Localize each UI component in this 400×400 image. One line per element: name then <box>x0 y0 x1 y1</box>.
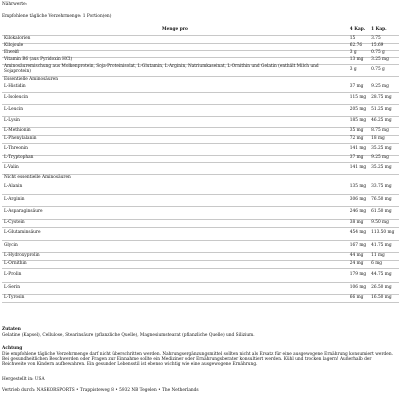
value-4caps: 13 mg <box>348 57 369 64</box>
value-1cap: 33.75 mg <box>369 182 399 194</box>
table-row <box>2 64 399 76</box>
value-1cap: 0.75 g <box>369 50 399 57</box>
nutrient-name: L-Leucin <box>2 104 348 116</box>
value-1cap: 44.75 mg <box>369 268 399 282</box>
nutrient-name: L-Valin <box>2 162 348 174</box>
value-1cap: 3.75 <box>369 35 399 43</box>
warning-text: Die empfohlene tägliche Verzehrmenge darf nicht überschritten werden. Nahrungsergänzungsmittel sollten nicht als Ersatz für eine ausgewogene Ernährung konsumiert werden. Bei gesundheitlichen Beschwerden oder Fragen zur Einnahme sollte ein Mediziner oder Ernährungsberater konsultiert werden. Kühl und trocken lagern! Außerhalb der Reichweite von Kindern aufbewahren. Ein gesunder Lebensstil ist ebenso wichtig wie eine ausgewogene Ernährung. <box>2 352 393 367</box>
serving-text: Empfohlene tägliche Verzehrmenge: 1 Portion(en) <box>2 14 112 19</box>
value-4caps: 3 g <box>348 50 369 57</box>
value-1cap: 0.75 g <box>369 64 399 76</box>
value-1cap: 3.25 mg <box>369 57 399 64</box>
value-1cap: 9.25 mg <box>369 155 399 162</box>
value-1cap: 51.25 mg <box>369 104 399 116</box>
table-row <box>2 282 399 294</box>
nutrient-name: Essentielle Aminosäuren <box>4 76 58 82</box>
table-row <box>2 182 399 194</box>
warning-title: Achtung <box>2 346 23 351</box>
table-header-row <box>2 27 399 35</box>
nutrient-name: L-Alanin <box>2 182 348 194</box>
value-4caps: 115 mg <box>348 92 369 104</box>
table-row <box>2 260 399 268</box>
value-1cap: 11 mg <box>369 252 399 260</box>
value-4caps: 38 mg <box>348 219 369 227</box>
table-row <box>2 294 399 302</box>
table-row <box>2 194 399 206</box>
table-row <box>2 240 399 252</box>
value-4caps: 35 mg <box>348 127 369 135</box>
value-1cap: 61.50 mg <box>369 206 399 219</box>
ingredients-text: Gelatine (Kapsel), Cellulose, Stearinsäure (pflanzliche Quelle), Magnesiumstearat (pflanzliche Quelle) und Silizium. <box>2 333 255 338</box>
nutrient-name: L-Threonin <box>2 143 348 155</box>
value-4caps: 62.76 <box>348 43 369 50</box>
value-1cap: 15.69 <box>369 43 399 50</box>
value-1cap: 46.25 mg <box>369 116 399 127</box>
value-1cap: 6 mg <box>369 260 399 268</box>
value-4caps: 15 <box>348 35 369 43</box>
table-row <box>2 127 399 135</box>
nutrient-name: L-Isoleucin <box>2 92 348 104</box>
table-row <box>2 219 399 227</box>
nutrient-name: Eiweiß <box>2 50 348 57</box>
distributor-text: Vertrieb durch: NASKORSPORTS • Trappisteweg 8 • 5932 NB Tegelen • The Netherlands <box>2 388 199 393</box>
table-row <box>2 206 399 219</box>
value-1cap: 35.25 mg <box>369 162 399 174</box>
value-1cap: 26.50 mg <box>369 282 399 294</box>
nutrient-name: L-Phenylalanin <box>2 135 348 143</box>
value-4caps: 66 mg <box>348 294 369 302</box>
table-row <box>2 268 399 282</box>
table-row <box>2 57 399 64</box>
column-header-1cap: 1 Kap. <box>369 27 399 35</box>
table-row <box>2 35 399 43</box>
nutrition-table <box>2 27 399 303</box>
value-4caps: 185 mg <box>348 116 369 127</box>
value-1cap <box>369 174 399 182</box>
value-4caps: 106 mg <box>348 282 369 294</box>
table-row <box>2 50 399 57</box>
nutrition-heading: Nährwerte: <box>2 2 28 7</box>
nutrient-name: L-Cystein <box>2 219 348 227</box>
nutrient-name: L-Arginin <box>2 194 348 206</box>
value-4caps: 167 mg <box>348 240 369 252</box>
value-1cap: 16.50 mg <box>369 294 399 302</box>
value-4caps: 37 mg <box>348 84 369 92</box>
value-4caps: 179 mg <box>348 268 369 282</box>
nutrient-name: Aminosäuremischung aus Molkenprotein, Soja-Proteinisolat, L-Glutamin, L-Arginin, Natriumkaseinat, L-Ornithin und Gelatin (enthält Milch und Sojaprotein) <box>2 64 348 76</box>
table-row <box>2 92 399 104</box>
nutrient-name: L-Tryptophan <box>2 155 348 162</box>
nutrient-name: L-Serin <box>2 282 348 294</box>
nutrient-name: L-Histidin <box>2 84 348 92</box>
table-row <box>2 227 399 240</box>
value-4caps: 246 mg <box>348 206 369 219</box>
value-1cap <box>369 76 399 84</box>
table-row <box>2 84 399 92</box>
value-4caps: 44 mg <box>348 252 369 260</box>
table-row <box>2 135 399 143</box>
column-header-4caps: 4 Kap. <box>348 27 369 35</box>
table-row <box>2 76 399 84</box>
value-4caps: 141 mg <box>348 143 369 155</box>
nutrient-name: L-Hydroxyprolin <box>2 252 348 260</box>
ingredients-title: Zutaten <box>2 327 21 332</box>
value-1cap: 113.50 mg <box>369 227 399 240</box>
nutrient-name: L-Glutaminsäure <box>2 227 348 240</box>
value-4caps: 37 mg <box>348 155 369 162</box>
made-in-text: Hergestellt in: USA <box>2 377 45 382</box>
nutrient-name: L-Asparaginsäure <box>2 206 348 219</box>
table-row <box>2 116 399 127</box>
value-4caps <box>348 174 369 182</box>
nutrient-name: Glycin <box>2 240 348 252</box>
nutrient-name: L-Methionin <box>2 127 348 135</box>
value-1cap: 18 mg <box>369 135 399 143</box>
value-4caps: 205 mg <box>348 104 369 116</box>
value-4caps: 306 mg <box>348 194 369 206</box>
nutrient-name: Vitamin B6 (aus Pyridoxin HCl) <box>2 57 348 64</box>
value-4caps: 141 mg <box>348 162 369 174</box>
nutrient-name: Nicht essentielle Aminosäuren <box>4 174 71 180</box>
value-4caps: 135 mg <box>348 182 369 194</box>
table-row <box>2 162 399 174</box>
value-4caps: 3 g <box>348 64 369 76</box>
column-header-label: Menge pro <box>2 27 348 35</box>
table-row <box>2 143 399 155</box>
value-1cap: 8.75 mg <box>369 127 399 135</box>
value-1cap: 9.25 mg <box>369 84 399 92</box>
value-1cap: 9.50 mg <box>369 219 399 227</box>
nutrient-name: L-Tyrosin <box>2 294 348 302</box>
table-row <box>2 43 399 50</box>
table-row <box>2 104 399 116</box>
nutrient-name: L-Prolin <box>2 268 348 282</box>
value-1cap: 41.75 mg <box>369 240 399 252</box>
table-row <box>2 155 399 162</box>
nutrient-name: L-Ornithin <box>2 260 348 268</box>
table-row <box>2 252 399 260</box>
nutrient-name: Kilojoule <box>2 43 348 50</box>
value-4caps <box>348 76 369 84</box>
table-row <box>2 174 399 182</box>
nutrient-name: Kilokalorien <box>2 35 348 43</box>
value-4caps: 72 mg <box>348 135 369 143</box>
nutrition-table-body <box>2 35 399 302</box>
value-1cap: 28.75 mg <box>369 92 399 104</box>
value-1cap: 76.50 mg <box>369 194 399 206</box>
nutrient-name: L-Lysin <box>2 116 348 127</box>
value-4caps: 454 mg <box>348 227 369 240</box>
value-4caps: 24 mg <box>348 260 369 268</box>
value-1cap: 35.25 mg <box>369 143 399 155</box>
